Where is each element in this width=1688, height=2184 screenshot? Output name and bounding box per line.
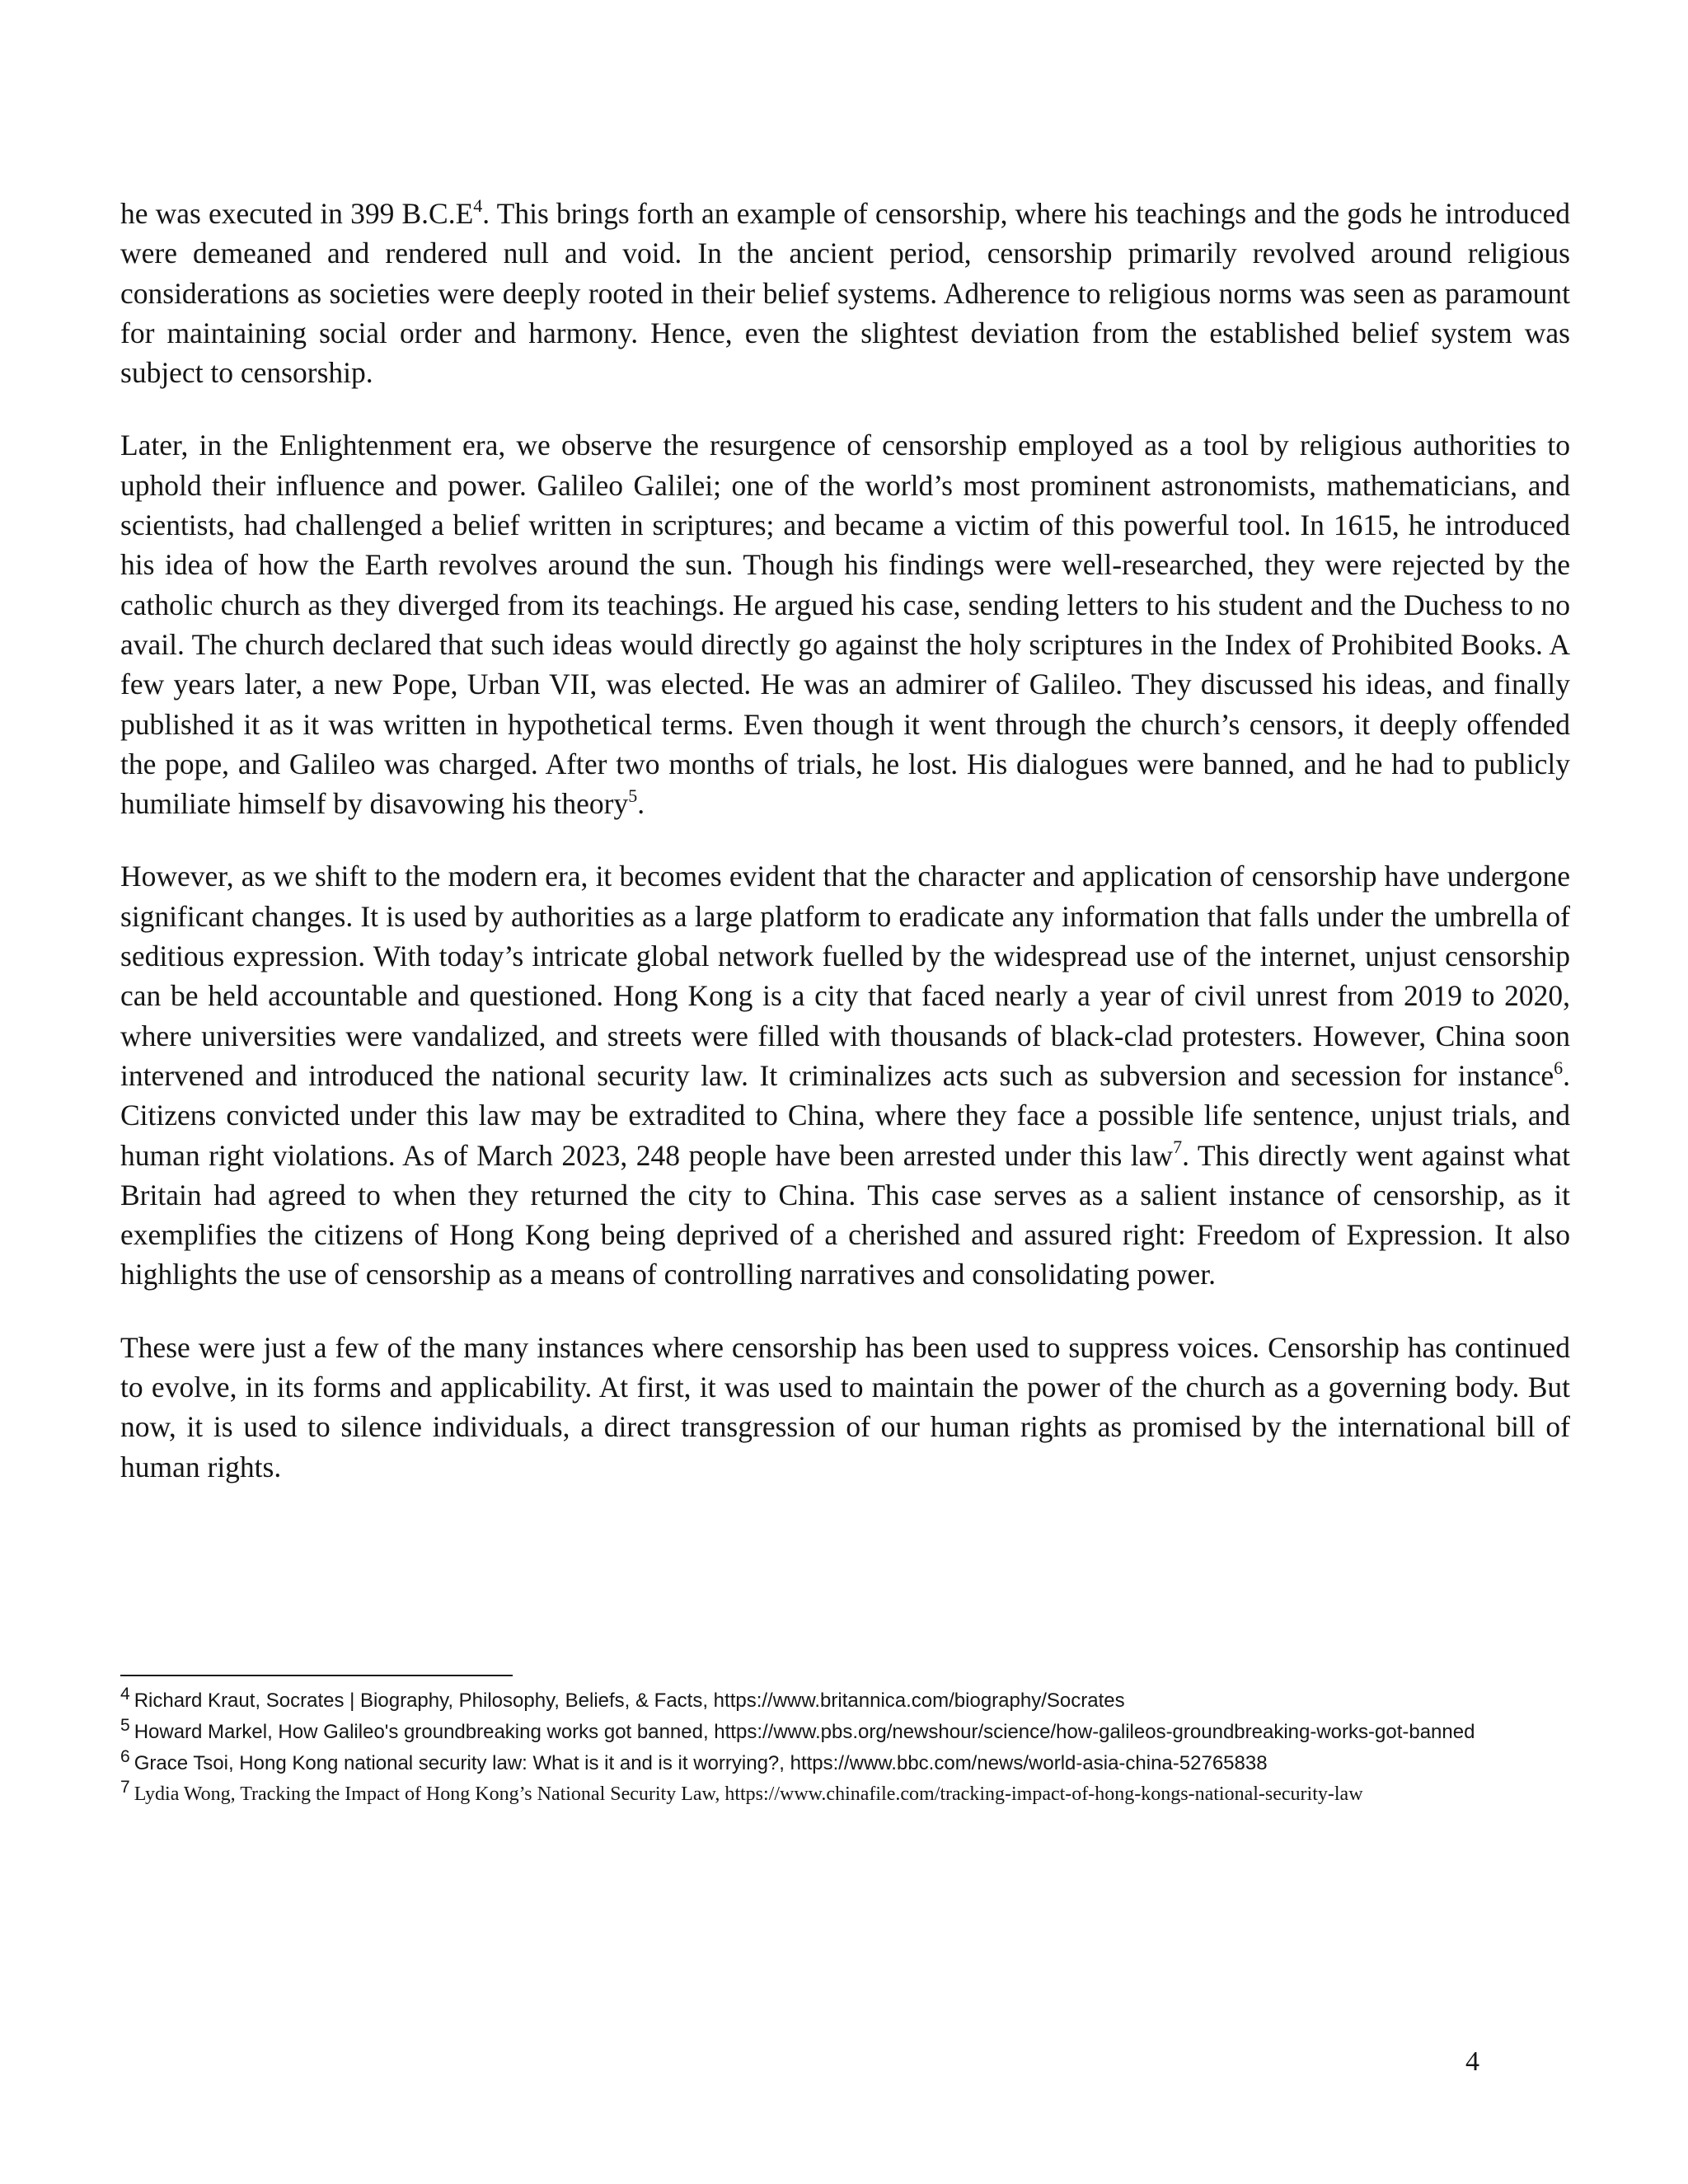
footnote-reference: 4 xyxy=(473,194,483,216)
page-number: 4 xyxy=(1465,2046,1479,2077)
footnote xyxy=(120,1746,1570,1777)
paragraph-text: These were just a few of the many instances where censorship has been used to suppress voices. Censorship has continued to evolve, in its forms and applicability. At first, it was used to maintain the power of the church as a governing body. But now, it is used to silence individuals, a direct transgression of our human rights as promised by the international bill of human rights. xyxy=(120,1330,1570,1483)
body-text xyxy=(120,194,1570,1520)
footnote-number: 4 xyxy=(120,1684,130,1704)
footnote-reference: 7 xyxy=(1173,1137,1183,1158)
footnote-number: 5 xyxy=(120,1715,130,1735)
paragraph-text: he was executed in 399 B.C.E xyxy=(120,197,474,230)
paragraph-text: . xyxy=(637,787,645,821)
footnote-number: 7 xyxy=(120,1777,130,1797)
footnote-text: Richard Kraut, Socrates | Biography, Philosophy, Beliefs, & Facts, https://www.britannica.com/biography/Socrates xyxy=(134,1690,1125,1712)
paragraph xyxy=(120,194,1570,392)
paragraph xyxy=(120,425,1570,823)
footnote-reference: 6 xyxy=(1554,1057,1564,1078)
footnote-text: Lydia Wong, Tracking the Impact of Hong Kong’s National Security Law, https://www.chinafile.com/tracking-impact-of-hong-kongs-national-security-law xyxy=(134,1783,1363,1805)
footnote xyxy=(120,1777,1570,1807)
footnote-text: Howard Markel, How Galileo's groundbreaking works got banned, https://www.pbs.org/newshour/science/how-galileos-groundbreaking-works-got-banned xyxy=(134,1721,1475,1743)
paragraph-text: . Citizens convicted under this law may be extradited to China, where they face a possible life sentence, unjust trials, and human right violations. As of March 2023, 248 people have been arrested under this law xyxy=(120,1058,1570,1172)
footnote-separator xyxy=(120,1675,513,1676)
footnotes xyxy=(120,1684,1570,1812)
paragraph xyxy=(120,1328,1570,1487)
paragraph-text: Later, in the Enlightenment era, we observe the resurgence of censorship employed as a tool by religious authorities to uphold their influence and power. Galileo Galilei; one of the world’s most prominent astronomists, mathematicians, and scientists, had challenged a belief written in scriptures; and became a victim of this powerful tool. In 1615, he introduced his idea of how the Earth revolves around the sun. Though his findings were well-researched, they were rejected by the catholic church as they diverged from its teachings. He argued his case, sending letters to his student and the Duchess to no avail. The church declared that such ideas would directly go against the holy scriptures in the Index of Prohibited Books. A few years later, a new Pope, Urban VII, was elected. He was an admirer of Galileo. They discussed his ideas, and finally published it as it was written in hypothetical terms. Even though it went through the church’s censors, it deeply offended the pope, and Galileo was charged. After two months of trials, he lost. His dialogues were banned, and he had to publicly humiliate himself by disavowing his theory xyxy=(120,429,1570,821)
footnote-reference: 5 xyxy=(628,785,638,806)
footnote-text: Grace Tsoi, Hong Kong national security law: What is it and is it worrying?, https://www.bbc.com/news/world-asia-china-52765838 xyxy=(134,1752,1268,1774)
paragraph xyxy=(120,856,1570,1294)
paragraph-text: However, as we shift to the modern era, it becomes evident that the character and application of censorship have undergone significant changes. It is used by authorities as a large platform to eradicate any information that falls under the umbrella of seditious expression. With today’s intricate global network fuelled by the widespread use of the internet, unjust censorship can be held accountable and questioned. Hong Kong is a city that faced nearly a year of civil unrest from 2019 to 2020, where universities were vandalized, and streets were filled with thousands of black-clad protesters. However, China soon intervened and introduced the national security law. It criminalizes acts such as subversion and secession for instance xyxy=(120,860,1570,1092)
paragraph-text: . This directly went against what Britain had agreed to when they returned the city to China. This case serves as a salient instance of censorship, as it exemplifies the citizens of Hong Kong being deprived of a cherished and assured right: Freedom of Expression. It also highlights the use of censorship as a means of controlling narratives and consolidating power. xyxy=(120,1138,1570,1291)
footnote xyxy=(120,1715,1570,1746)
footnote xyxy=(120,1684,1570,1714)
footnote-number: 6 xyxy=(120,1746,130,1766)
paragraph-text: . This brings forth an example of censorship, where his teachings and the gods he introduced were demeaned and rendered null and void. In the ancient period, censorship primarily revolved around religious considerations as societies were deeply rooted in their belief systems. Adherence to religious norms was seen as paramount for maintaining social order and harmony. Hence, even the slightest deviation from the established belief system was subject to censorship. xyxy=(120,197,1570,390)
